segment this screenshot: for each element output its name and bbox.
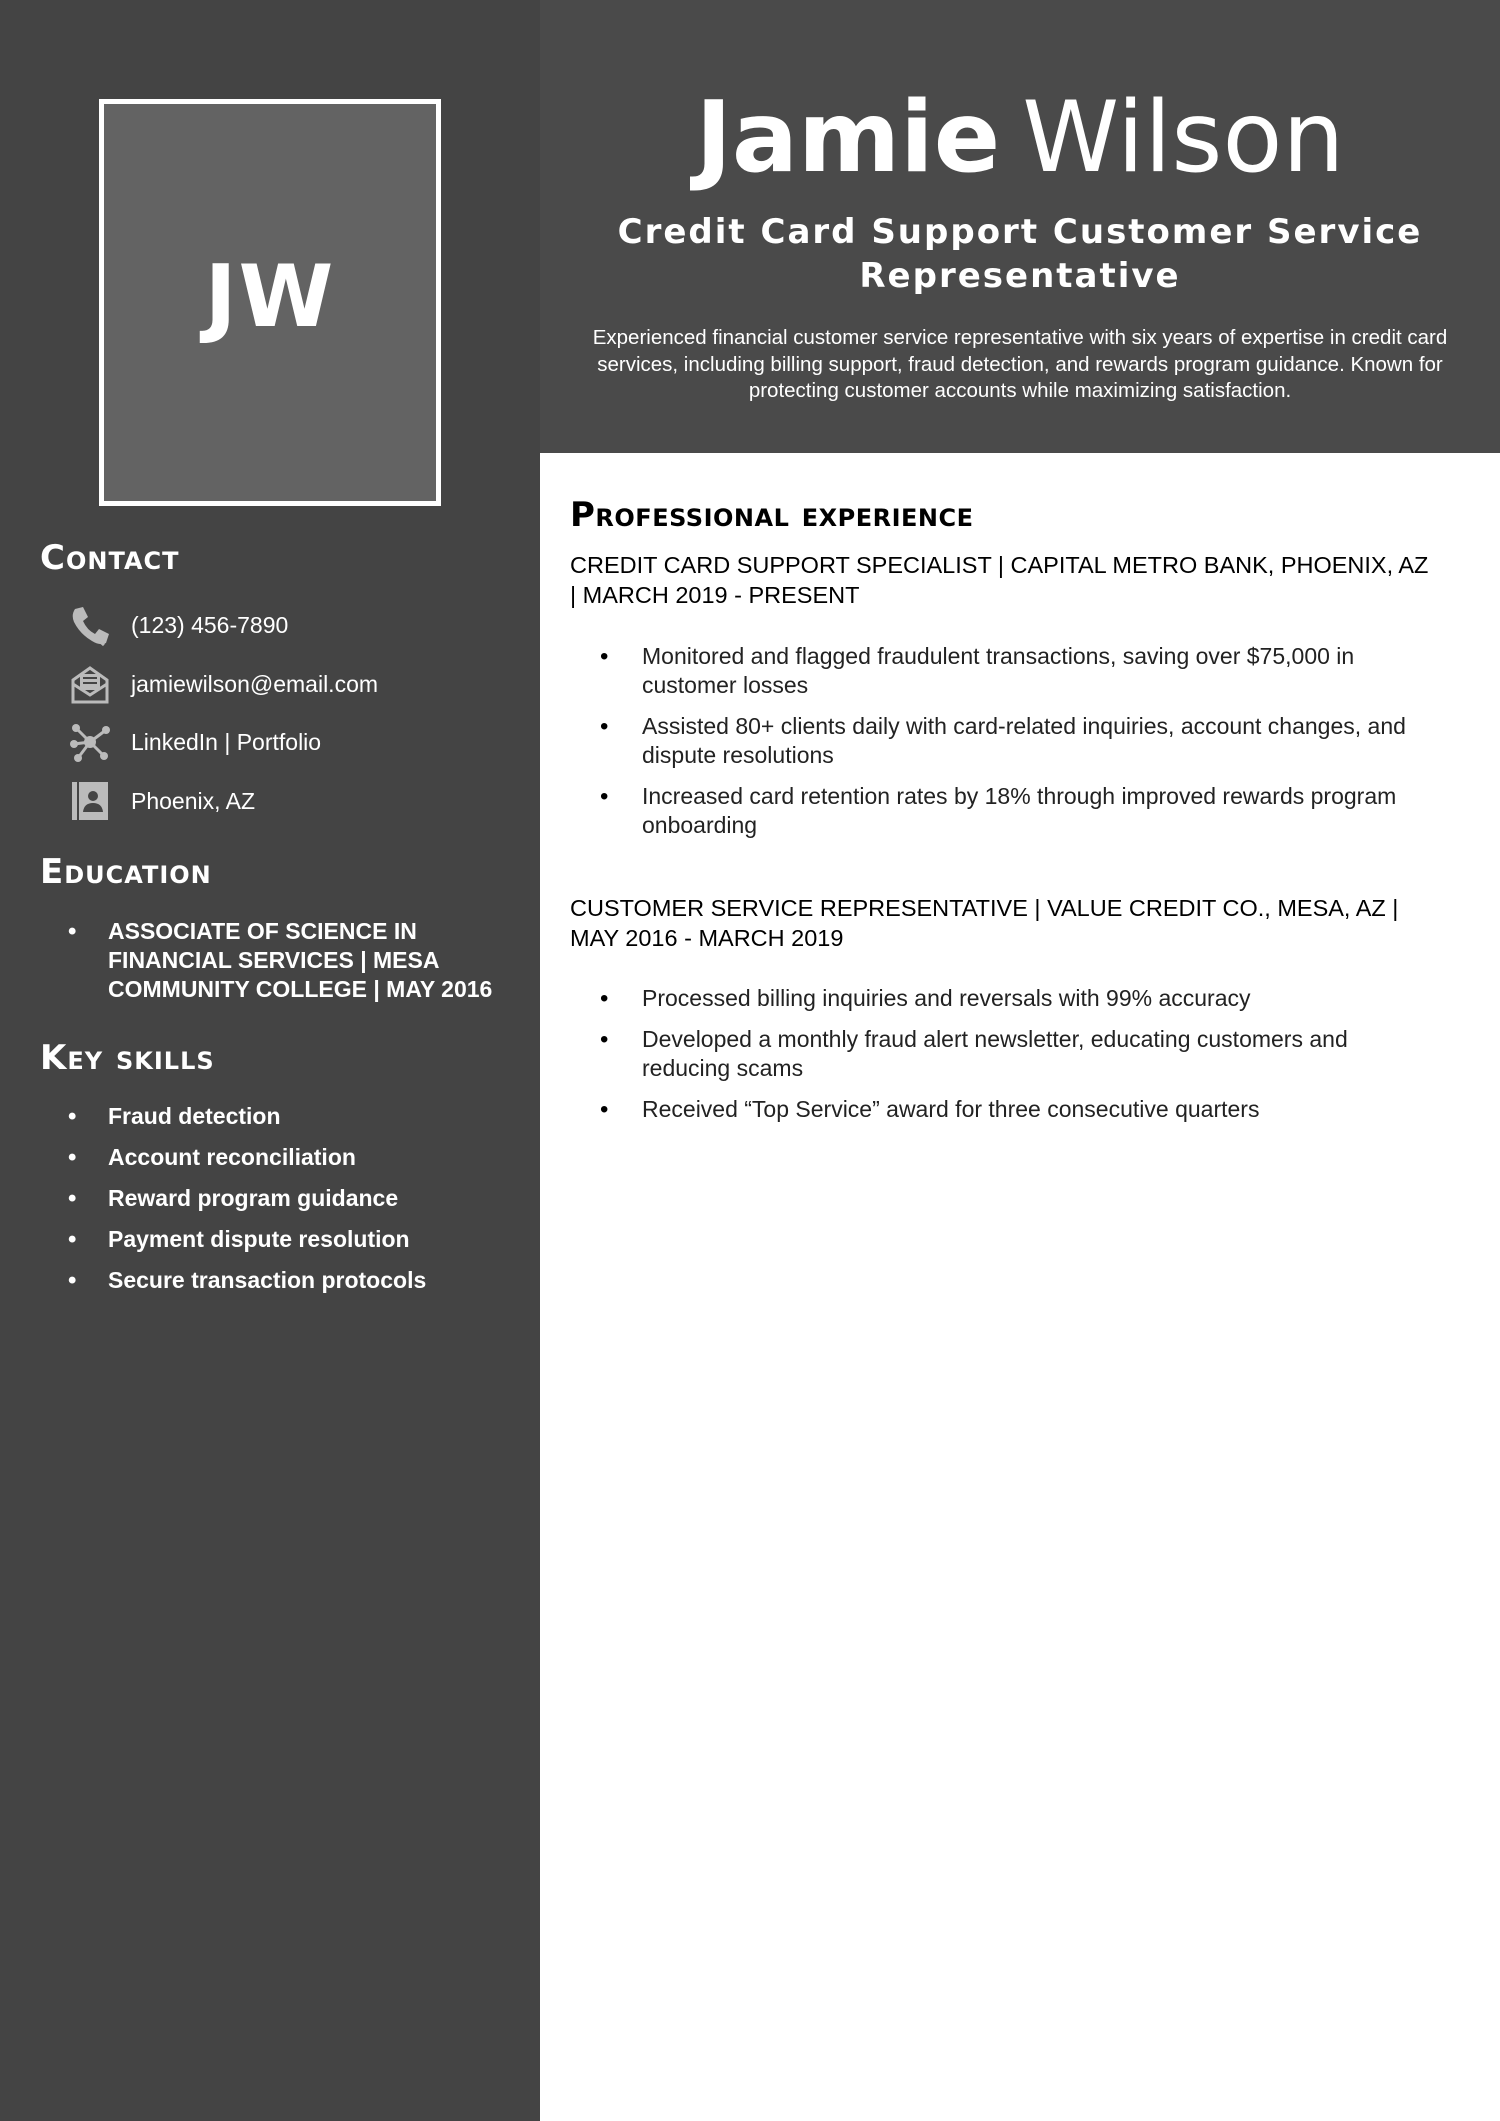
- person-name: [540, 78, 1500, 198]
- skill-item: • Secure transaction protocols: [68, 1266, 518, 1295]
- job-bullets: [600, 642, 1440, 852]
- skills-list: [68, 1102, 518, 1307]
- phone-icon: [68, 603, 112, 647]
- network-icon: [68, 720, 112, 764]
- last-name: Wilson: [1022, 81, 1345, 195]
- skill-item: • Payment dispute resolution: [68, 1225, 518, 1254]
- contact-links: [68, 720, 321, 764]
- skill-item: • Fraud detection: [68, 1102, 518, 1131]
- main-content: [540, 453, 1500, 2121]
- contact-location-text: Phoenix, AZ: [131, 787, 256, 814]
- header: [540, 0, 1500, 453]
- job-title: Credit Card Support Customer Service Representative: [617, 212, 1423, 296]
- education-heading: Education: [40, 852, 212, 892]
- education-item: • ASSOCIATE OF SCIENCE IN FINANCIAL SERVICES | MESA COMMUNITY COLLEGE | MAY 2016: [68, 917, 518, 1004]
- contact-email-text: jamiewilson@email.com: [131, 670, 379, 697]
- first-name: Jamie: [695, 81, 1001, 195]
- education-list: [68, 917, 518, 1004]
- contact-phone-text: (123) 456-7890: [131, 611, 289, 638]
- monogram: JW: [204, 246, 336, 347]
- skill-item: • Account reconciliation: [68, 1143, 518, 1172]
- contact-heading: Contact: [40, 538, 180, 578]
- contact-links-text: LinkedIn | Portfolio: [131, 728, 322, 755]
- skill-item: • Reward program guidance: [68, 1184, 518, 1213]
- job-bullet: • Developed a monthly fraud alert newsletter, educating customers and reducing scams: [600, 1025, 1440, 1083]
- sidebar: [0, 0, 540, 2121]
- summary: Experienced financial customer service representative with six years of expertise in credit card services, including billing support, fraud detection, and rewards program guidance. Known for protecting customer accounts while maximizing satisfaction.: [592, 326, 1448, 402]
- monogram-box: [99, 99, 441, 506]
- job-bullets: [600, 984, 1440, 1136]
- job-bullet: • Monitored and flagged fraudulent transactions, saving over $75,000 in customer losses: [600, 642, 1440, 700]
- skills-heading: Key skills: [40, 1038, 215, 1078]
- email-icon: [68, 662, 112, 706]
- job-bullet: • Increased card retention rates by 18% through improved rewards program onboarding: [600, 782, 1440, 840]
- job-header: CREDIT CARD SUPPORT SPECIALIST | CAPITAL METRO BANK, PHOENIX, AZ | MARCH 2019 - PRESENT: [570, 552, 1429, 608]
- contact-location: [68, 779, 255, 823]
- contact-email: [68, 662, 378, 706]
- experience-heading: Professional experience: [570, 495, 974, 535]
- job-bullet: • Assisted 80+ clients daily with card-related inquiries, account changes, and dispute resolutions: [600, 712, 1440, 770]
- job-bullet: • Received “Top Service” award for three consecutive quarters: [600, 1095, 1440, 1124]
- contact-phone: [68, 603, 288, 647]
- address-book-icon: [68, 779, 112, 823]
- job-bullet: • Processed billing inquiries and reversals with 99% accuracy: [600, 984, 1440, 1013]
- job-header: CUSTOMER SERVICE REPRESENTATIVE | VALUE CREDIT CO., MESA, AZ | MAY 2016 - MARCH 2019: [570, 895, 1399, 951]
